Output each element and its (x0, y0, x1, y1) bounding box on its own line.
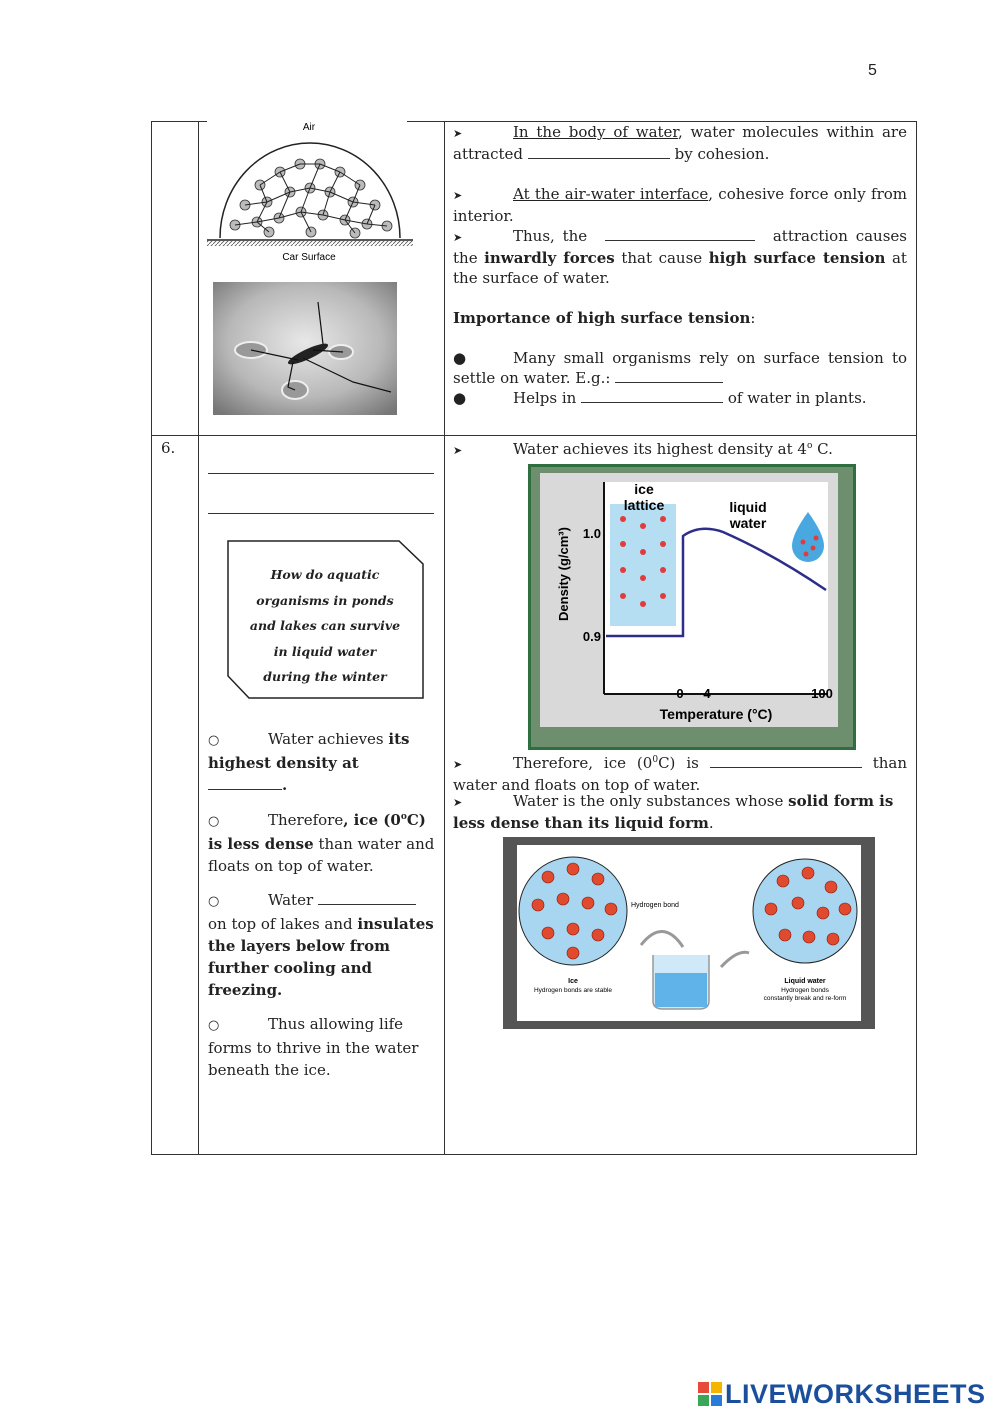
y-tick-1: 1.0 (582, 526, 601, 541)
logo-icon (697, 1381, 723, 1407)
blank-density[interactable] (208, 775, 282, 790)
blank-plants[interactable] (581, 388, 723, 403)
y-tick-2: 0.9 (582, 629, 601, 644)
arrow-bullet-icon: ➤ (453, 127, 463, 140)
water-subcaption-2: constantly break and re-form (763, 995, 847, 1002)
left-point-4: ○ Thus allowing life forms to thrive in the water beneath the ice. (208, 1015, 419, 1079)
page-number: 5 (868, 62, 877, 79)
blank-cohesion[interactable] (528, 144, 670, 159)
cohesion-paragraph: ➤ In the body of water, water molecules within are attracted by cohesion. (453, 123, 907, 163)
answer-line-2[interactable] (208, 512, 434, 514)
left-point-2: ○ Therefore, ice (0$^o$C) is less dense than water and floats on top of water. (208, 811, 435, 875)
circle-bullet-icon: ○ (208, 733, 220, 748)
row6-right-cell (445, 436, 917, 1155)
surface-label: Car Surface (282, 252, 336, 263)
liveworksheets-logo: LIVEWORKSHEETS (697, 1378, 986, 1410)
x-tick-1: 0 (676, 686, 684, 701)
row5-image-cell (199, 122, 445, 436)
water-caption: Liquid water (784, 978, 826, 985)
importance-heading: Importance of high surface tension: (453, 309, 756, 327)
left-point-3: ○ Water on top of lakes and insulates the layers below from further cooling and freezing. (208, 891, 434, 999)
row5-number-cell (152, 122, 199, 436)
importance-bullet-2: ● Helps in of water in plants. (453, 389, 867, 407)
ice-caption: Ice (568, 978, 578, 985)
ice-lattice-icon (610, 504, 676, 626)
left-point-1: ○ Water achieves its highest density at . (208, 730, 410, 794)
dot-bullet-icon: ● (453, 389, 467, 407)
circle-bullet-icon: ○ (208, 894, 220, 909)
air-label: Air (302, 122, 316, 133)
water-label-1: liquid (729, 499, 767, 515)
blank-attraction[interactable] (605, 226, 755, 241)
arrow-bullet-icon: ➤ (453, 189, 463, 202)
arrow-bullet-icon: ➤ (453, 758, 463, 771)
worksheet-table (151, 121, 917, 1155)
water-strider-photo (213, 282, 397, 415)
answer-line-1[interactable] (208, 472, 434, 474)
molecule-figure (503, 837, 875, 1029)
dot-bullet-icon: ● (453, 349, 467, 367)
arrow-bullet-icon: ➤ (453, 796, 463, 809)
density-point: ➤ Water achieves its highest density at 4$^o$ C. (453, 436, 907, 461)
circle-bullet-icon: ○ (208, 814, 220, 829)
attraction-paragraph: ➤ Thus, the attraction causes the inwardly forces that cause high surface tension at the surface of water. (453, 227, 907, 287)
blank-ice[interactable] (318, 890, 416, 905)
row5-text-cell (445, 122, 917, 436)
x-tick-3: 100 (811, 686, 833, 701)
blank-example[interactable] (615, 368, 723, 383)
row6-left-cell (199, 436, 445, 1155)
density-chart (528, 464, 856, 750)
ice-label-1: ice (634, 481, 654, 497)
ice-label-2: lattice (623, 497, 665, 513)
water-label-2: water (729, 515, 767, 531)
row6-number: 6. (152, 436, 199, 1155)
importance-bullet-1: ● Many small organisms rely on surface tension to settle on water. E.g.: (453, 349, 907, 387)
y-axis-label: Density (g/cm³) (556, 527, 571, 621)
blank-ice-density[interactable] (710, 753, 862, 768)
cohesion-diagram (205, 120, 415, 270)
arrow-bullet-icon: ➤ (453, 444, 463, 457)
solid-form-point: ➤ Water is the only substances whose solid form is less dense than its liquid form. (453, 792, 894, 832)
interface-paragraph: ➤ At the air-water interface, cohesive force only from interior. (453, 185, 907, 225)
arrow-bullet-icon: ➤ (453, 231, 463, 244)
hydrogen-bond-label: Hydrogen bond (631, 902, 679, 909)
question-text: How do aquatic organisms in ponds and lakes can survive in liquid water during the winter (249, 567, 401, 685)
ice-subcaption: Hydrogen bonds are stable (533, 987, 613, 994)
ice-density-point: ➤ Therefore, ice $(0^0C)$ is than water and floats on top of water. (453, 754, 907, 794)
x-axis-label: Temperature (°C) (659, 706, 773, 722)
circle-bullet-icon: ○ (208, 1018, 220, 1033)
x-tick-2: 4 (703, 686, 711, 701)
water-subcaption-1: Hydrogen bonds (781, 987, 829, 994)
